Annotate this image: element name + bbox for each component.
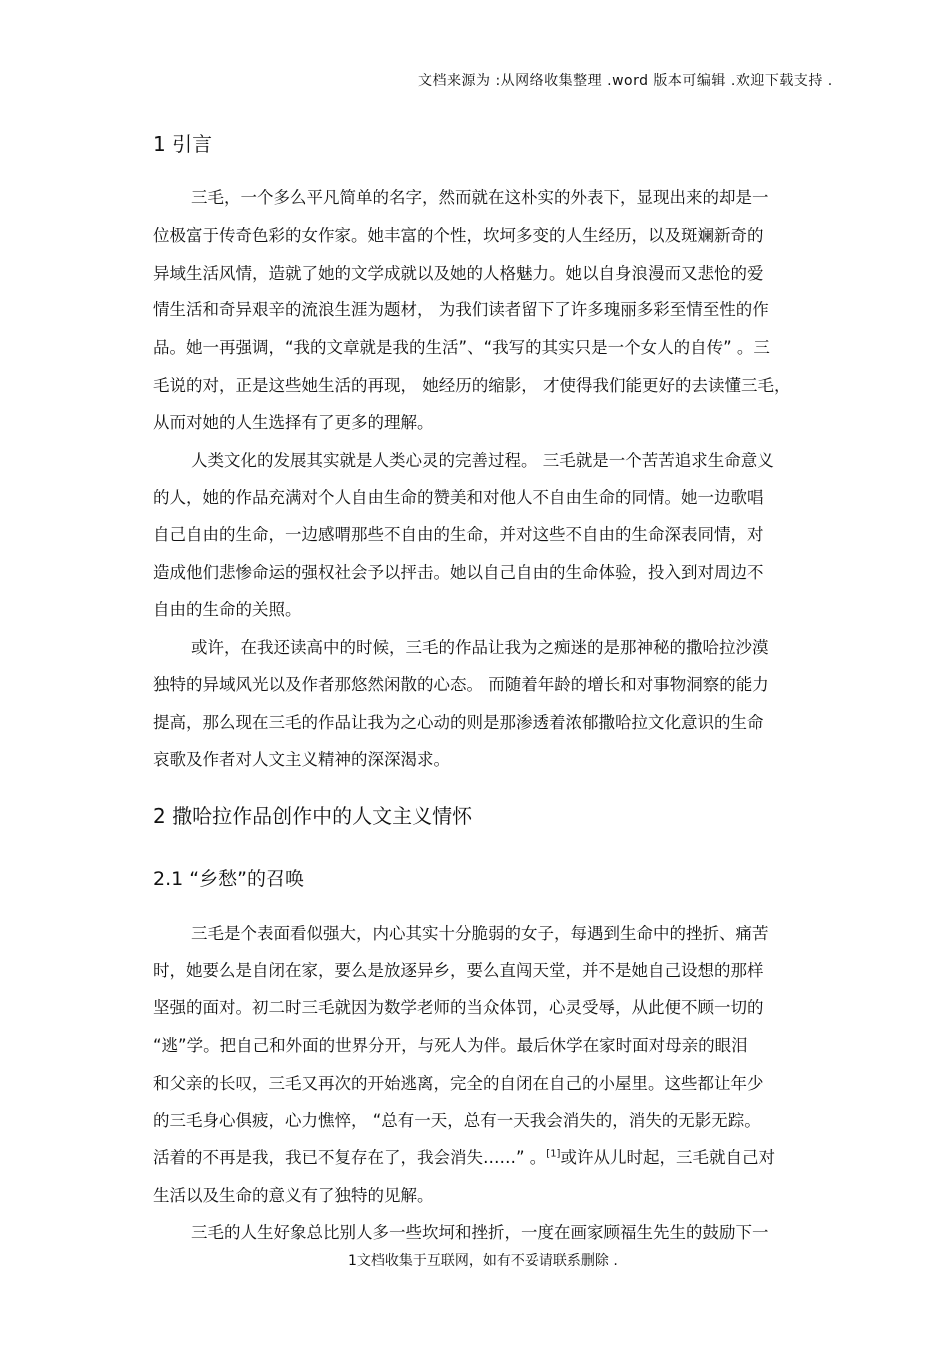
paragraph-line: 异域生活风情，造就了她的文学成就以及她的人格魅力。她以自身浪漫而又悲怆的爱: [153, 264, 764, 283]
paragraph-line: 或许，在我还读高中的时候，三毛的作品让我为之痴迷的是那神秘的撒哈拉沙漠: [191, 638, 769, 657]
paragraph-text: 或许从儿时起，三毛就自己对: [560, 1148, 775, 1167]
paragraph-line: 三毛的人生好象总比别人多一些坎坷和挫折，一度在画家顾福生先生的鼓励下一: [191, 1223, 769, 1242]
paragraph-line: 人类文化的发展其实就是人类心灵的完善过程。 三毛就是一个苦苦追求生命意义: [191, 451, 774, 470]
paragraph-line: 自由的生命的关照。: [153, 600, 302, 619]
paragraph-line: 的三毛身心俱疲，心力憔悴， “总有一天，总有一天我会消失的，消失的无影无踪。: [153, 1111, 761, 1130]
paragraph-line: 哀歌及作者对人文主义精神的深深渴求。: [153, 750, 450, 769]
paragraph-line: 情生活和奇异艰辛的流浪生涯为题材， 为我们读者留下了许多瑰丽多彩至情至性的作: [153, 300, 769, 319]
paragraph-line: 的人，她的作品充满对个人自由生命的赞美和对他人不自由生命的同情。她一边歌唱: [153, 488, 764, 507]
paragraph-line: 和父亲的长叹，三毛又再次的开始逃离，完全的自闭在自己的小屋里。这些都让年少: [153, 1074, 764, 1093]
paragraph-line: 品。她一再强调，“我的文章就是我的生活”、“我写的其实只是一个女人的自传” 。三: [153, 338, 770, 357]
paragraph-line: 三毛，一个多么平凡简单的名字，然而就在这朴实的外表下，显现出来的却是一: [191, 188, 769, 207]
page-footer: 1文档收集于互联网，如有不妥请联系删除 .: [348, 1253, 618, 1269]
section-2-1-heading: 2.1 “乡愁”的召唤: [153, 868, 304, 890]
paragraph-text: 活着的不再是我，我已不复存在了，我会消失……” 。: [153, 1148, 547, 1167]
section-2-heading: 2 撒哈拉作品创作中的人文主义情怀: [153, 804, 473, 828]
paragraph-line: 三毛是个表面看似强大，内心其实十分脆弱的女子，每遇到生命中的挫折、痛苦: [191, 924, 769, 943]
paragraph-line: 提高，那么现在三毛的作品让我为之心动的则是那渗透着浓郁撒哈拉文化意识的生命: [153, 713, 764, 732]
paragraph-line-with-citation: [153, 1144, 775, 1168]
paragraph-line: 造成他们悲惨命运的强权社会予以抨击。她以自己自由的生命体验，投入到对周边不: [153, 563, 764, 582]
paragraph-line: 自己自由的生命，一边感喟那些不自由的生命，并对这些不自由的生命深表同情，对: [153, 525, 764, 544]
paragraph-line: 坚强的面对。初二时三毛就因为数学老师的当众体罚，心灵受辱，从此便不顾一切的: [153, 998, 764, 1017]
paragraph-line: 毛说的对，正是这些她生活的再现， 她经历的缩影， 才使得我们能更好的去读懂三毛，: [153, 376, 791, 395]
citation-marker[interactable]: [1]: [546, 1148, 561, 1160]
paragraph-line: “逃”学。把自己和外面的世界分开，与死人为伴。最后休学在家时面对母亲的眼泪: [153, 1036, 748, 1055]
paragraph-line: 从而对她的人生选择有了更多的理解。: [153, 413, 434, 432]
paragraph-line: 生活以及生命的意义有了独特的见解。: [153, 1186, 434, 1205]
section-1-heading: 1 引言: [153, 132, 213, 156]
paragraph-line: 独特的异域风光以及作者那悠然闲散的心态。 而随着年龄的增长和对事物洞察的能力: [153, 675, 769, 694]
paragraph-line: 位极富于传奇色彩的女作家。她丰富的个性，坎坷多变的人生经历，以及斑斓新奇的: [153, 226, 764, 245]
page-header: 文档来源为 :从网络收集整理 .word 版本可编辑 .欢迎下载支持 .: [418, 73, 833, 89]
paragraph-line: 时，她要么是自闭在家，要么是放逐异乡，要么直闯天堂，并不是她自己设想的那样: [153, 961, 764, 980]
